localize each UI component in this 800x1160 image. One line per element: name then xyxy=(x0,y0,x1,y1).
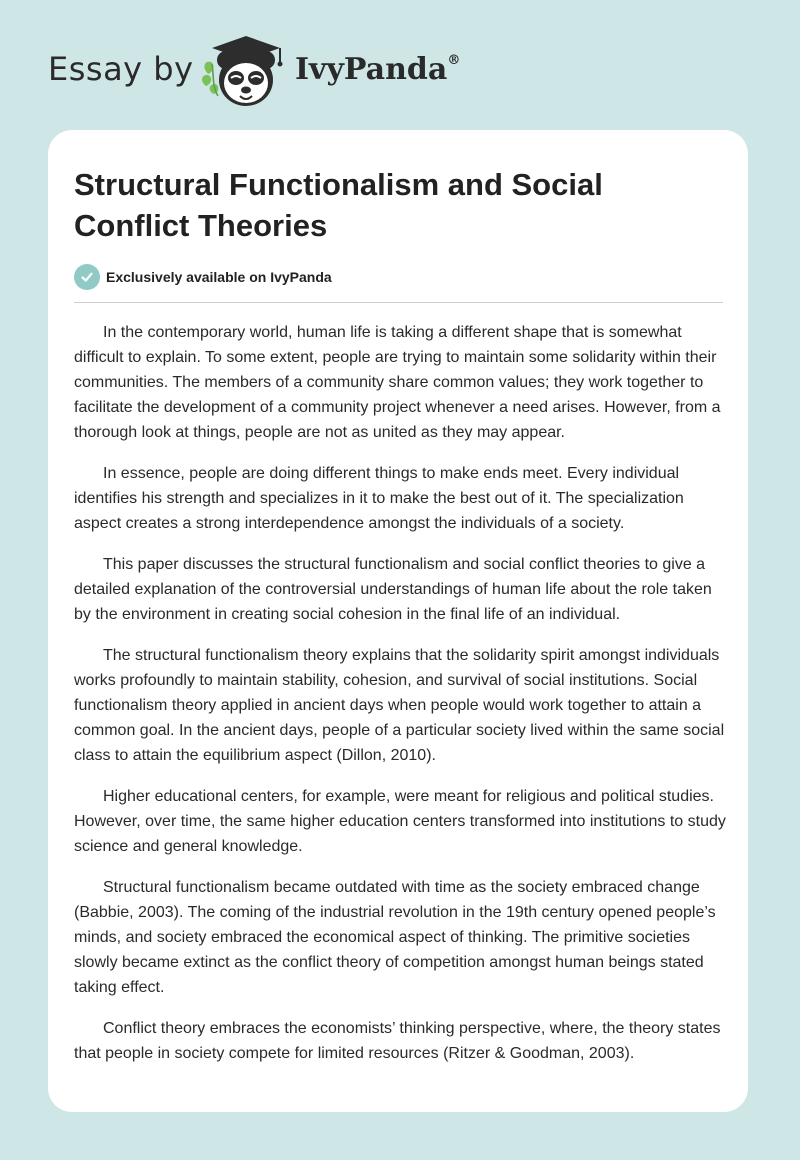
brand-name[interactable]: IvyPanda® xyxy=(295,52,461,87)
registered-mark: ® xyxy=(447,53,461,68)
paragraph: In the contemporary world, human life is taking a different shape that is somewhat difficult to explain. To some extent, people are trying to maintain some solidarity within their communities. The members of a community share common values; they work together to facilitate the development of a community project whenever a need arises. However, from a thorough look at things, people are not as united as they may appear. xyxy=(74,324,721,441)
essay-title: Structural Functionalism and Social Conflict Theories xyxy=(74,167,603,243)
divider xyxy=(74,302,723,303)
paragraph: In essence, people are doing different things to make ends meet. Every individual identifies his strength and specializes in it to make the best out of it. The specialization aspect creates a strong interdependence amongst the individuals of a society. xyxy=(74,465,684,532)
badge-label: Exclusively available on IvyPanda xyxy=(106,269,332,285)
panda-logo-icon[interactable] xyxy=(200,34,292,112)
exclusive-badge xyxy=(74,264,332,290)
paragraph: Higher educational centers, for example, were meant for religious and political studies. However, over time, the same higher education centers transformed into institutions to study science and general knowledge. xyxy=(74,788,726,855)
check-icon xyxy=(74,264,100,290)
brand-prefix: Essay by xyxy=(48,50,194,88)
paragraph: Structural functionalism became outdated with time as the society embraced change (Babbie, 2003). The coming of the industrial revolution in the 19th century opened people’s minds, and society embraced the economical aspect of thinking. The primitive societies slowly became extinct as the conflict theory of competition amongst human beings stated taking effect. xyxy=(74,879,716,996)
paragraph: The structural functionalism theory explains that the solidarity spirit amongst individuals works profoundly to maintain stability, cohesion, and survival of social institutions. Social functionalism theory applied in ancient days when people would work together to attain a common goal. In the ancient days, people of a particular society lived within the same social class to attain the equilibrium aspect (Dillon, 2010). xyxy=(74,647,725,764)
paragraph: Conflict theory embraces the economists’ thinking perspective, where, the theory states that people in society compete for limited resources (Ritzer & Goodman, 2003). xyxy=(74,1020,721,1062)
essay-body xyxy=(74,320,726,1082)
site-header xyxy=(0,0,800,130)
paragraph: This paper discusses the structural functionalism and social conflict theories to give a detailed explanation of the controversial understandings of human life about the role taken by the environment in creating social cohesion in the final life of an individual. xyxy=(74,556,712,623)
essay-card xyxy=(48,130,748,1112)
